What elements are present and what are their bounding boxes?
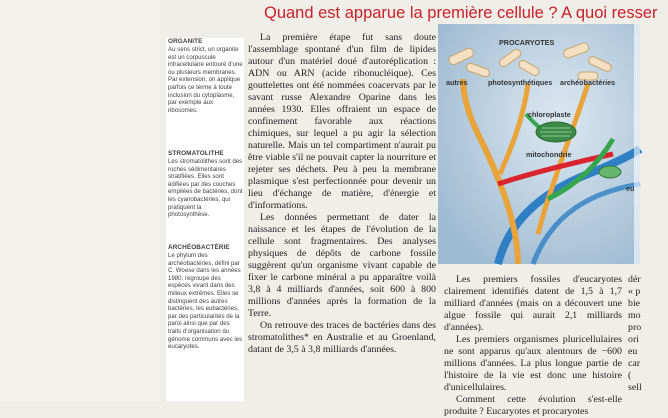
evolution-figure [438, 24, 640, 264]
line-fragment: ori [628, 334, 639, 345]
line-fragment: ( [628, 370, 632, 381]
label-eucaryotes-partial: eu [626, 184, 635, 193]
glossary-term: ARCHÉOBACTÉRIE [168, 244, 230, 251]
paragraph: On retrouve des traces de bactéries dans des stromatolithes* en Australie et au Groenland, datant de 3,5 à 3,8 milliards d'années. [248, 320, 436, 355]
second-text-column [444, 274, 622, 418]
glossary-term: STROMATOLITHE [168, 150, 224, 157]
line-fragment: dér [628, 274, 641, 285]
glossary-definition: Les stromatolithes sont des roches sédimentaires stratifiées. Elles sont édifiées par des couches empilées de bactéries, dont les cyanobactéries, qui pratiquent la photosynthèse. [168, 158, 243, 219]
line-fragment: bie [628, 298, 641, 309]
third-text-column-clipped [628, 274, 668, 394]
glossary-stromatolithe [168, 150, 244, 219]
label-autres: autres [446, 78, 468, 87]
glossary-archeobacterie [168, 244, 244, 351]
facing-page-margin [0, 0, 160, 401]
line-fragment: pro [628, 322, 642, 333]
paragraph: Les premiers organismes pluricellulaires ne sont apparus qu'aux alentours de −600 millions d'années. La plus longue partie de l'histoire de la vie est donc une histoire d'unicellulaires. [444, 334, 622, 393]
label-mitochondrie: mitochondrie [526, 150, 572, 159]
line-fragment: eu [628, 346, 638, 357]
label-photosynthetiques: photosynthétiques [488, 78, 553, 87]
main-text-column [248, 32, 436, 356]
paragraph: La première étape fut sans doute l'assemblage spontané d'un film de lipides autour d'un matériel doué d'autoréplication : ADN ou ARN (acide ribonucléique). Ces gouttelettes ont été nommées coacervats par le savant russe Alexandre Oparine dans les années 1930. Elles offraient un espace de confinement favorable aux réactions chimiques, sur lequel a pu agir la sélection naturelle. Mais un tel compartiment n'aurait pu être viable s'il ne pouvait capter la nourriture et rejeter ses déchets. Peu à peu la membrane plasmique s'est perfectionnée pour devenir un lieu d'échange de matière, d'énergie et d'informations. [248, 32, 436, 211]
line-fragment: sell [628, 382, 642, 393]
paragraph: Les premiers fossiles d'eucaryotes clairement identifiés datent de 1,5 à 1,7 milliard d'années (mais on a découvert une algue fossile qui aurait 2,1 milliards d'années). [444, 274, 622, 333]
glossary-definition: Au sens strict, un organite est un corpuscule intracellulaire entouré d'une ou plusieurs membranes. Par extension, on applique parfois ce terme à toute inclusion du cytoplasme, par exemple aux ribosomes. [168, 46, 243, 114]
mitochondrie-shape [599, 166, 621, 178]
glossary-organite [168, 38, 244, 114]
paragraph: Comment cette évolution s'est-elle produite ? Eucaryotes et procaryotes [444, 394, 622, 417]
label-chloroplaste: chloroplaste [528, 110, 571, 119]
label-procaryotes: PROCARYOTES [499, 38, 555, 47]
line-fragment: car [628, 358, 641, 369]
page-headline: Quand est apparue la première cellule ? A quoi resser [264, 4, 658, 22]
evolution-tree-illustration [438, 24, 640, 264]
paragraph: Les données permettant de dater la naissance et les étapes de l'évolution de la cellule sont fragmentaires. Des analyses physiques de dépôts de carbone fossile suggèrent qu'un organisme vivant capable de fixer le carbone minéral a pu apparaître voilà 3,8 à 4 milliards d'années, soit 600 à 800 millions d'années après la formation de la Terre. [248, 212, 436, 319]
line-fragment: mo [628, 310, 641, 321]
glossary-term: ORGANITE [168, 38, 203, 45]
glossary-definition: Le phylum des archéobactéries, défini par C. Woese dans les années 1980, regroupe des espèces vivant dans des milieux extrêmes. Elles se distinguent des autres bactéries, les eubactéries, par des particularités de la paroi ainsi que par des traits d'organisation du génome communs avec les eucaryotes. [168, 252, 243, 351]
line-fragment: « p [628, 286, 641, 297]
label-archeobacteries: archéobactéries [560, 78, 616, 87]
